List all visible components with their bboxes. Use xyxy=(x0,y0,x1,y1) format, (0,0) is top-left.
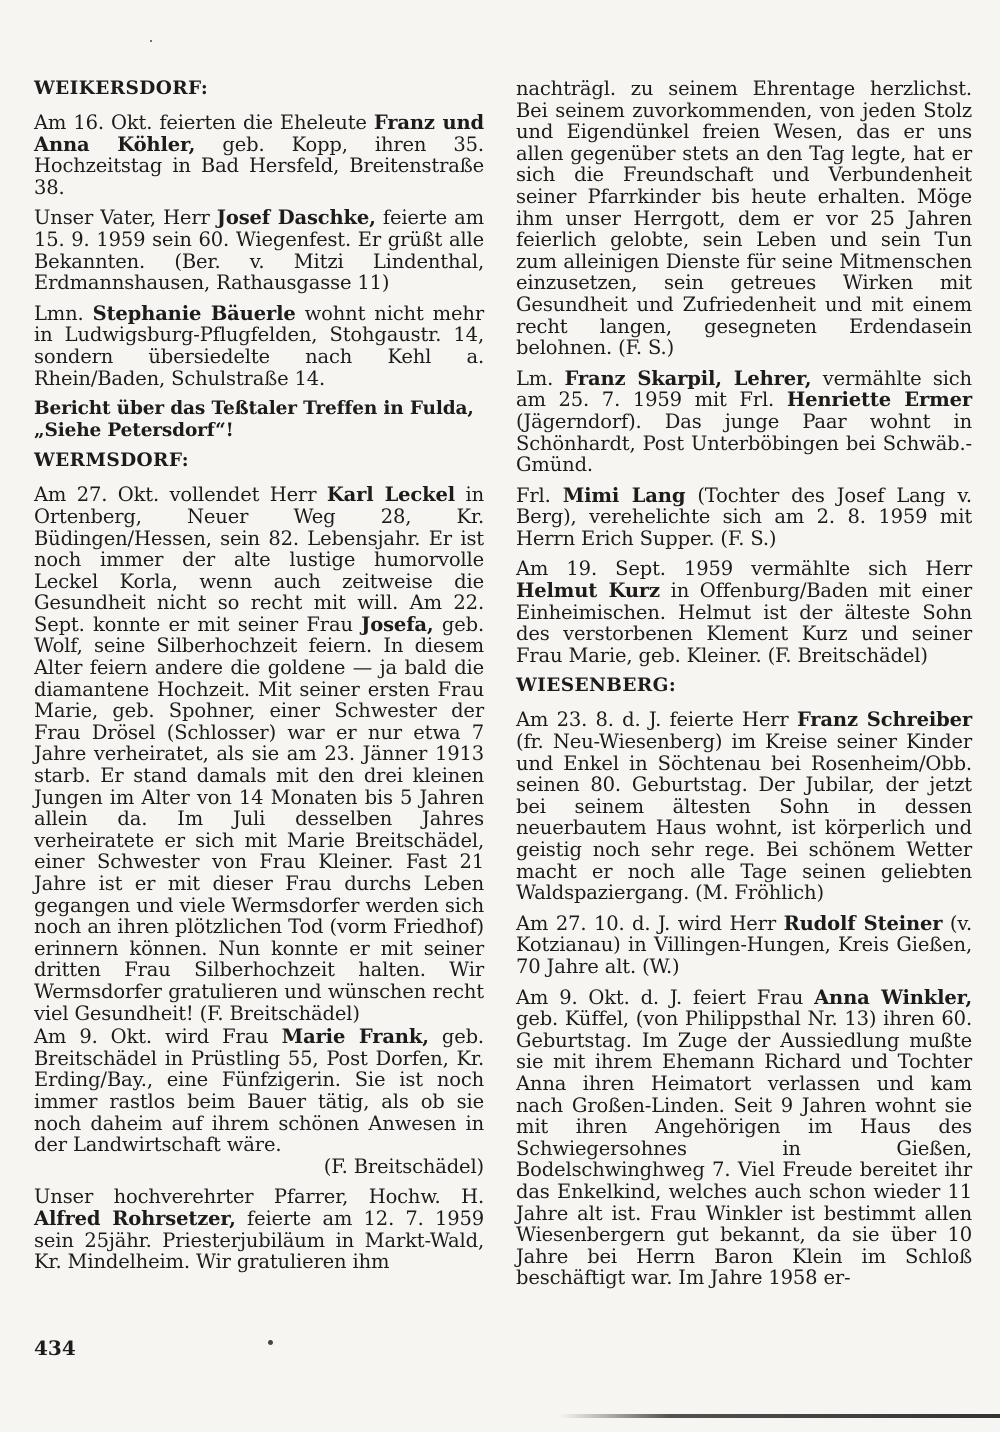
notice-skarpil: Lm. Franz Skarpil, Lehrer, vermählte sich am 25. 7. 1959 mit Frl. Henriette Ermer (Jägerndorf). Das junge Paar wohnt in Schönhardt, Post Unterböbingen bei Schwäb.-Gmünd. xyxy=(516,366,972,477)
person-name: Helmut Kurz xyxy=(516,579,660,603)
notice-daschke: Unser Vater, Herr Josef Daschke, feierte am 15. 9. 1959 sein 60. Wiegenfest. Er grüßt alle Bekannten. (Ber. v. Mitzi Lindenthal, Erdmannshausen, Rathausgasse 11) xyxy=(34,206,484,295)
person-name: Franz und Anna Köhler, xyxy=(34,111,485,156)
notice-lang: Frl. Mimi Lang (Tochter des Josef Lang v. Berg), verehelichte sich am 2. 8. 1959 mit Herrn Erich Supper. (F. S.) xyxy=(516,483,972,550)
notice-leckel: Am 27. Okt. vollendet Herr Karl Leckel in Ortenberg, Neuer Weg 28, Kr. Büdingen/Hessen, sein 82. Lebensjahr. Er ist noch immer der alte lustige humorvolle Leckel Korla, wenn auch zeitweise die Gesundheit nicht so recht mit will. Am 22. Sept. konnte er mit seiner Frau Josefa, geb. Wolf, seine Silberhochzeit feiern. In diesem Alter feiern andere die goldene — ja bald die diamantene Hochzeit. Mit seiner ersten Frau Marie, geb. Spohner, einer Schwester der Frau Drösel (Schlosser) war er nur etwa 7 Jahre verheiratet, als sie am 23. Jänner 1913 starb. Er stand damals mit den drei kleinen Jungen im Alter von 14 Monaten bis 5 Jahren allein da. Im Juli desselben Jahres verheiratete er sich mit Marie Breitschädel, einer Schwester von Frau Kleiner. Fast 21 Jahre ist er mit dieser Frau durchs Leben gegangen und viele Wermsdorfer werden sich noch an ihren plötzlichen Tod (vorm Friedhof) erinnern können. Nun konnte er mit seiner dritten Frau Silberhochzeit halten. Wir Wermsdorfer gratulieren und wünschen recht viel Gesundheit! (F. Breitschädel) xyxy=(34,483,484,1025)
notice-rohrsetzer: Unser hochverehrter Pfarrer, Hochw. H. Alfred Rohrsetzer, feierte am 12. 7. 1959 sein 25jähr. Priesterjubiläum in Markt-Wald, Kr. Mindelheim. Wir gratulieren ihm xyxy=(34,1185,484,1274)
person-name: Alfred Rohrsetzer, xyxy=(34,1206,236,1230)
page-number: 434 xyxy=(34,1336,76,1360)
person-name: Anna Winkler, xyxy=(814,985,973,1009)
person-name: Mimi Lang xyxy=(562,483,686,507)
notice-kurz: Am 19. Sept. 1959 vermählte sich Herr Helmut Kurz in Offenburg/Baden mit einer Einheimischen. Helmut ist der älteste Sohn des verstorbenen Klement Kurz und seiner Frau Marie, geb. Kleiner. (F. Breitschädel) xyxy=(516,557,972,667)
person-name: Stephanie Bäuerle xyxy=(92,301,296,325)
notice-steiner: Am 27. 10. d. J. wird Herr Rudolf Steiner (v. Kotzianau) in Villingen-Hungen, Kreis Gießen, 70 Jahre alt. (W.) xyxy=(516,911,972,978)
print-speck xyxy=(268,1340,273,1345)
page-edge-shadow xyxy=(560,1414,1000,1418)
right-column xyxy=(516,78,972,1298)
person-name: Rudolf Steiner xyxy=(783,911,943,935)
person-name: Josefa, xyxy=(361,612,434,636)
notice-fulda-report: Bericht über das Teßtaler Treffen in Fulda, „Siehe Petersdorf“! xyxy=(34,398,474,441)
print-speck xyxy=(150,40,152,42)
person-name: Karl Leckel xyxy=(326,483,456,507)
notice-winkler: Am 9. Okt. d. J. feiert Frau Anna Winkler, geb. Küffel, (von Philippsthal Nr. 13) ihren 60. Geburtstag. Im Zuge der Aussiedlung mußte sie mit ihrem Ehemann Richard und Tochter Anna ihren Heimatort verlassen und kam nach Großen-Linden. Seit 9 Jahren wohnt sie mit ihren Angehörigen im Haus des Schwiegersohnes in Gießen, Bodelschwinghweg 7. Viel Freude bereitet ihr das Enkelkind, welches auch schon wieder 11 Jahre alt ist. Frau Winkler ist bestimmt allen Wiesenbergern gut bekannt, da sie über 10 Jahre bei Herrn Baron Klein im Schloß beschäftigt war. Im Jahre 1958 er- xyxy=(516,985,973,1290)
section-heading-wermsdorf: WERMSDORF: xyxy=(34,450,189,472)
section-heading-weikersdorf: WEIKERSDORF: xyxy=(34,78,209,99)
credit-breitschaedel: (F. Breitschädel) xyxy=(323,1154,484,1178)
person-name: Franz Schreiber xyxy=(796,708,972,732)
notice-baeuerle: Lmn. Stephanie Bäuerle wohnt nicht mehr in Ludwigsburg-Pflugfelden, Stohgaustr. 14, sondern übersiedelte nach Kehl a. Rhein/Baden, Schulstraße 14. xyxy=(34,301,484,390)
notice-koehler: Am 16. Okt. feierten die Eheleute Franz und Anna Köhler, geb. Kopp, ihren 35. Hochzeitstag in Bad Hersfeld, Breitenstraße 38. xyxy=(34,111,485,199)
notice-rohrsetzer-continued: nachträgl. zu seinem Ehrentage herzlichst. Bei seinem zuvorkommenden, von jeden Stolz und Eigendünkel freien Wesen, das er uns allen gegenüber stets an den Tag legte, hat er sich die Freundschaft und Verbundenheit seiner Pfarrkinder bis heute erhalten. Möge ihm unser Herrgott, dem er vor 25 Jahren feierlich gelobte, sein Leben und sein Tun zum alleinigen Dienste für seine Mitmenschen einzusetzen, sein getreues Wirken mit Gesundheit und Zufriedenheit und mit einem recht langen, gesegneten Erdendasein belohnen. (F. S.) xyxy=(516,77,972,360)
left-column xyxy=(34,78,484,1282)
section-heading-wiesenberg: WIESENBERG: xyxy=(516,675,677,697)
person-name: Franz Skarpil, Lehrer, xyxy=(564,366,812,390)
notice-frank: Am 9. Okt. wird Frau Marie Frank, geb. Breitschädel in Prüstling 55, Post Dorfen, Kr. Erding/Bay., eine Fünfzigerin. Sie ist noch immer rastlos beim Bauer tätig, als ob sie noch daheim auf ihrem schönen Anwesen in der Landwirtschaft wäre. xyxy=(34,1025,484,1157)
notice-schreiber: Am 23. 8. d. J. feierte Herr Franz Schreiber (fr. Neu-Wiesenberg) im Kreise seiner Kinder und Enkel in Söchtenau bei Rosenheim/Obb. seinen 80. Geburtstag. Der Jubilar, der jetzt bei seinem ältesten Sohn in dessen neuerbautem Haus wohnt, ist körperlich und geistig noch sehr rege. Bei schönem Wetter macht er noch alle Tage seinen geliebten Waldspaziergang. (M. Fröhlich) xyxy=(516,708,972,905)
person-name: Josef Daschke, xyxy=(216,206,376,230)
person-name: Marie Frank, xyxy=(281,1025,429,1049)
person-name: Henriette Ermer xyxy=(786,388,972,412)
